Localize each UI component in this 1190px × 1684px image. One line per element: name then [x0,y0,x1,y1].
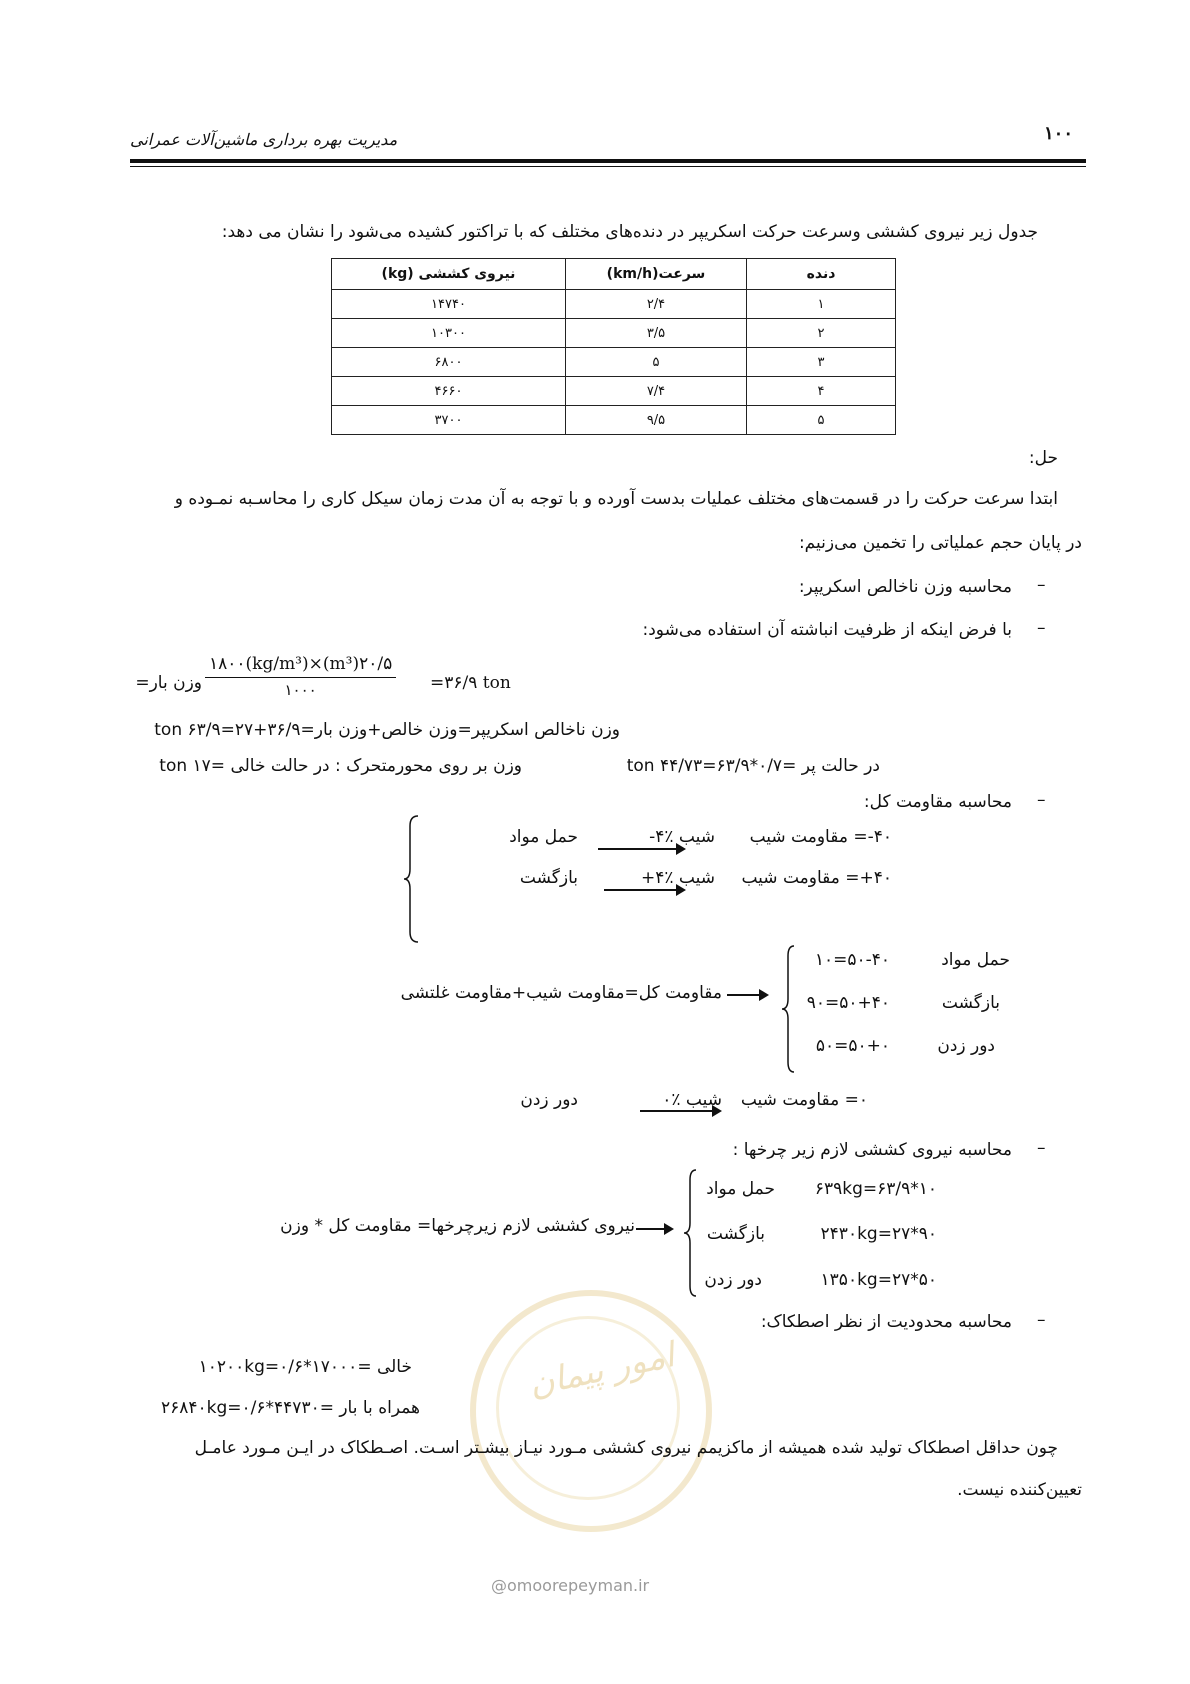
watermark-site: @omoorepeyman.ir [491,1576,650,1595]
table-cell: ۷/۴ [566,377,747,406]
total-turn-value: ۵۰+۰=۵۰ [815,1036,890,1056]
header-title: مدیریت بهره برداری ماشین‌آلات عمرانی [130,130,398,149]
axle-weight-full: در حالت پر =۰/۷*۶۳/۹=۴۴/۷۳ ton [626,756,880,776]
friction-loaded: همراه با بار =۴۴۷۳۰*۰/۶=۲۶۸۴۰kg [161,1398,420,1418]
table-cell: ۲/۴ [566,290,747,319]
intro-text: جدول زیر نیروی کششی وسرعت حرکت اسکریپر در دنده‌های مختلف که با تراکتور کشیده می‌شود را نشان می دهد: [221,222,1038,242]
paragraph-line: ابتدا سرعت حرکت را در قسمت‌های مختلف عملیات بدست آورده و با توجه به آن مدت زمان سیکل کاری را محاسـبه نمـوده و [174,489,1058,509]
grade-haul-label: حمل مواد [509,827,578,847]
bullet-text: محاسبه وزن ناخالص اسکریپر: [798,577,1012,597]
drawbar-turn-value: ۵۰*۲۷=۱۳۵۰kg [820,1270,937,1290]
table-cell: ۱۴۷۴۰ [332,290,566,319]
table-cell: ۶۸۰۰ [332,348,566,377]
arrow-icon [636,1228,672,1230]
table-cell: ۲ [747,319,896,348]
header-rule-thick [130,159,1086,163]
grade-haul-value: ۴۰-= مقاومت شیب [749,827,892,847]
header-rule-thin [130,166,1086,167]
table-cell: ۳۷۰۰ [332,406,566,435]
bullet-dash: – [1037,618,1046,638]
total-return-label: بازگشت [941,993,1000,1013]
table-row [332,377,896,406]
arrow-icon [640,1110,720,1112]
conclusion-line: تعیین‌کننده نیست. [957,1480,1082,1500]
paragraph-line: در پایان حجم عملیاتی را تخمین می‌زنیم: [798,533,1082,553]
bullet-text: با فرض اینکه از ظرفیت انباشته آن استفاده می‌شود: [642,620,1012,640]
right-brace-icon [780,944,800,1074]
grade-return-slope: شیب ٪۴+ [641,868,715,888]
drawbar-haul-label: حمل مواد [706,1179,775,1199]
gear-table [331,258,896,435]
drawbar-haul-value: ۱۰*۶۳/۹=۶۳۹kg [814,1179,937,1199]
table-header: دنده [747,259,896,290]
arrow-icon [604,889,684,891]
drawbar-turn-label: دور زدن [704,1270,762,1290]
solution-label: حل: [1028,448,1058,468]
table-cell: ۹/۵ [566,406,747,435]
arrow-icon [598,848,684,850]
conclusion-line: چون حداقل اصطکاک تولید شده همیشه از ماکزیمم نیروی کششی مـورد نیـاز بیشـتر اسـت. اصـطکاک در ایـن مـورد عامـل [194,1438,1058,1458]
total-return-value: ۵۰+۴۰=۹۰ [806,993,890,1013]
table-header: سرعت(km/h) [566,259,747,290]
bullet-dash: – [1037,1138,1046,1158]
table-header: نیروی کششی (kg) [332,259,566,290]
right-brace-icon [682,1168,702,1298]
table-row [332,319,896,348]
grade-haul-slope: شیب ٪۴- [649,827,715,847]
total-haul-value: ۵۰-۴۰=۱۰ [814,950,890,970]
bullet-text: محاسبه مقاومت کل: [863,792,1012,812]
grade-return-value: ۴۰+= مقاومت شیب [741,868,892,888]
table-row [332,290,896,319]
load-weight-label: وزن بار= [135,673,202,693]
table-cell: ۴ [747,377,896,406]
page-number: ۱۰۰ [1044,123,1074,144]
table-row [332,406,896,435]
watermark-logo-text: امور پیمان [525,1335,678,1405]
grade-return-label: بازگشت [519,868,578,888]
table-cell: ۱۰۳۰۰ [332,319,566,348]
bullet-text: محاسبه محدودیت از نظر اصطکاک: [760,1312,1012,1332]
axle-weight-empty: وزن بر روی محورمتحرک : در حالت خالی =۱۷ ton [159,756,522,776]
total-turn-label: دور زدن [937,1036,995,1056]
fraction-numerator: ۲۰/۵(m³)×۱۸۰۰(kg/m³) [205,654,396,678]
arrow-icon [727,994,767,996]
total-resistance-formula: مقاومت کل=مقاومت شیب+مقاومت غلتشی [400,983,722,1003]
table-header-row [332,259,896,290]
grade-turn-value: ۰= مقاومت شیب [740,1090,868,1110]
table-cell: ۱ [747,290,896,319]
drawbar-return-label: بازگشت [706,1224,765,1244]
grade-turn-slope: شیب ٪۰ [662,1090,722,1110]
table-cell: ۵ [566,348,747,377]
grade-turn-label: دور زدن [520,1090,578,1110]
load-weight-result: =۳۶/۹ ton [430,673,511,693]
load-weight-fraction [205,654,396,699]
gross-weight: وزن ناخالص اسکریپر=وزن خالص+وزن بار=۳۶/۹+۲۷=۶۳/۹ ton [154,720,620,740]
table-cell: ۵ [747,406,896,435]
table-cell: ۳ [747,348,896,377]
table-cell: ۳/۵ [566,319,747,348]
table-cell: ۴۶۶۰ [332,377,566,406]
bullet-dash: – [1037,575,1046,595]
total-haul-label: حمل مواد [941,950,1010,970]
drawbar-formula: نیروی کششی لازم زیرچرخها= مقاومت کل * وزن [280,1216,635,1236]
drawbar-return-value: ۹۰*۲۷=۲۴۳۰kg [820,1224,937,1244]
bullet-dash: – [1037,790,1046,810]
table-row [332,348,896,377]
watermark-logo [470,1290,712,1532]
fraction-denominator: ۱۰۰۰ [284,681,317,699]
friction-empty: خالی =۱۷۰۰۰*۰/۶=۱۰۲۰۰kg [198,1357,412,1377]
left-brace-icon [402,814,422,944]
bullet-text: محاسبه نیروی کششی لازم زیر چرخها : [732,1140,1012,1160]
bullet-dash: – [1037,1310,1046,1330]
